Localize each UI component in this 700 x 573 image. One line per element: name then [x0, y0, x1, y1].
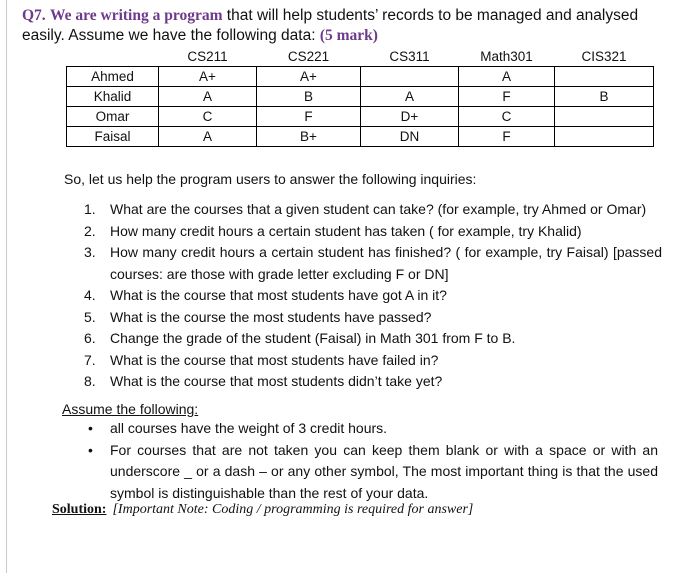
list-item-text: What is the course that most students didn’t take yet?	[110, 373, 443, 389]
list-item-text: What are the courses that a given student can take? (for example, try Ahmed or Omar)	[110, 201, 647, 217]
grade-cell: A	[159, 87, 257, 107]
list-item-text: Change the grade of the student (Faisal) in Math 301 from F to B.	[110, 330, 516, 346]
assumptions-heading: Assume the following:	[62, 401, 199, 417]
list-number: 1.	[84, 201, 96, 217]
grade-cell: B	[257, 87, 361, 107]
grade-cell: B	[555, 87, 654, 107]
grade-cell: C	[159, 107, 257, 127]
header-cs311: CS311	[361, 47, 459, 67]
grade-cell	[361, 67, 459, 87]
question-number: Q7.	[22, 7, 46, 24]
list-item-text: What is the course the most students have passed?	[110, 308, 432, 325]
bullet-icon: •	[88, 441, 93, 458]
table-header-row	[67, 47, 654, 67]
student-name: Ahmed	[67, 67, 159, 87]
table-row	[67, 87, 654, 107]
list-number: 6.	[84, 330, 96, 346]
list-item	[84, 307, 662, 329]
page-edge	[6, 0, 7, 573]
list-item	[84, 221, 662, 243]
list-item	[84, 350, 662, 372]
grade-cell: D+	[361, 107, 459, 127]
student-name: Faisal	[67, 127, 159, 147]
table-row	[67, 107, 654, 127]
list-item	[84, 371, 662, 393]
list-item-text: How many credit hours a certain student has finished? ( for example, try Faisal) [passed courses: are those with grade letter excluding F or DN]	[110, 244, 662, 282]
list-number: 3.	[84, 244, 96, 260]
solution-note: [Important Note: Coding / programming is required for answer]	[112, 502, 474, 517]
question-text-line2: easily. Assume we have the following data:	[22, 27, 320, 44]
grade-cell: F	[459, 127, 555, 147]
list-item-text: For courses that are not taken you can keep them blank or with a space or with an underscore _ or a dash – or any other symbol, The most important thing is that the used symbol is distinguishable than the rest of your data.	[110, 441, 658, 501]
question-marks: (5 mark)	[319, 27, 378, 44]
list-item	[84, 328, 662, 350]
table-row	[67, 67, 654, 87]
header-cs221: CS221	[257, 47, 361, 67]
list-item-text: all courses have the weight of 3 credit hours.	[110, 420, 388, 436]
list-item	[84, 199, 662, 221]
list-number: 5.	[84, 308, 96, 325]
grades-table	[66, 47, 654, 147]
grade-cell: B+	[257, 127, 361, 147]
student-name: Khalid	[67, 87, 159, 107]
solution-label: Solution:	[52, 502, 107, 517]
list-number: 8.	[84, 373, 96, 389]
grade-cell	[555, 107, 654, 127]
grade-cell: A	[361, 87, 459, 107]
grade-cell: F	[257, 107, 361, 127]
list-item	[88, 440, 658, 505]
question-title: We are writing a program	[50, 7, 223, 24]
grade-cell: DN	[361, 127, 459, 147]
inquiry-list	[84, 199, 662, 393]
grade-cell: A+	[159, 67, 257, 87]
grade-cell	[555, 127, 654, 147]
list-number: 4.	[84, 287, 96, 303]
header-corner	[67, 47, 159, 67]
intro-text: So, let us help the program users to answer the following inquiries:	[64, 171, 477, 187]
header-cis321: CIS321	[555, 47, 654, 67]
list-item	[84, 242, 662, 285]
grade-cell: A+	[257, 67, 361, 87]
list-item	[84, 285, 662, 307]
question-line-2	[22, 26, 378, 46]
grade-cell: A	[459, 67, 555, 87]
student-name: Omar	[67, 107, 159, 127]
question-line-1	[22, 6, 638, 26]
assumptions-list	[88, 418, 658, 504]
list-item-text: How many credit hours a certain student has taken ( for example, try Khalid)	[110, 222, 582, 239]
question-text-rest: that will help students’ records to be managed and analysed	[222, 7, 639, 24]
list-item	[88, 418, 658, 440]
bullet-icon: •	[88, 420, 93, 436]
grade-cell	[555, 67, 654, 87]
solution-line	[52, 500, 473, 518]
table-row	[67, 127, 654, 147]
header-math301: Math301	[459, 47, 555, 67]
header-cs211: CS211	[159, 47, 257, 67]
list-number: 7.	[84, 351, 96, 368]
grade-cell: A	[159, 127, 257, 147]
grade-cell: C	[459, 107, 555, 127]
list-item-text: What is the course that most students have failed in?	[110, 351, 439, 368]
grade-cell: F	[459, 87, 555, 107]
list-number: 2.	[84, 222, 96, 239]
list-item-text: What is the course that most students have got A in it?	[110, 287, 447, 303]
